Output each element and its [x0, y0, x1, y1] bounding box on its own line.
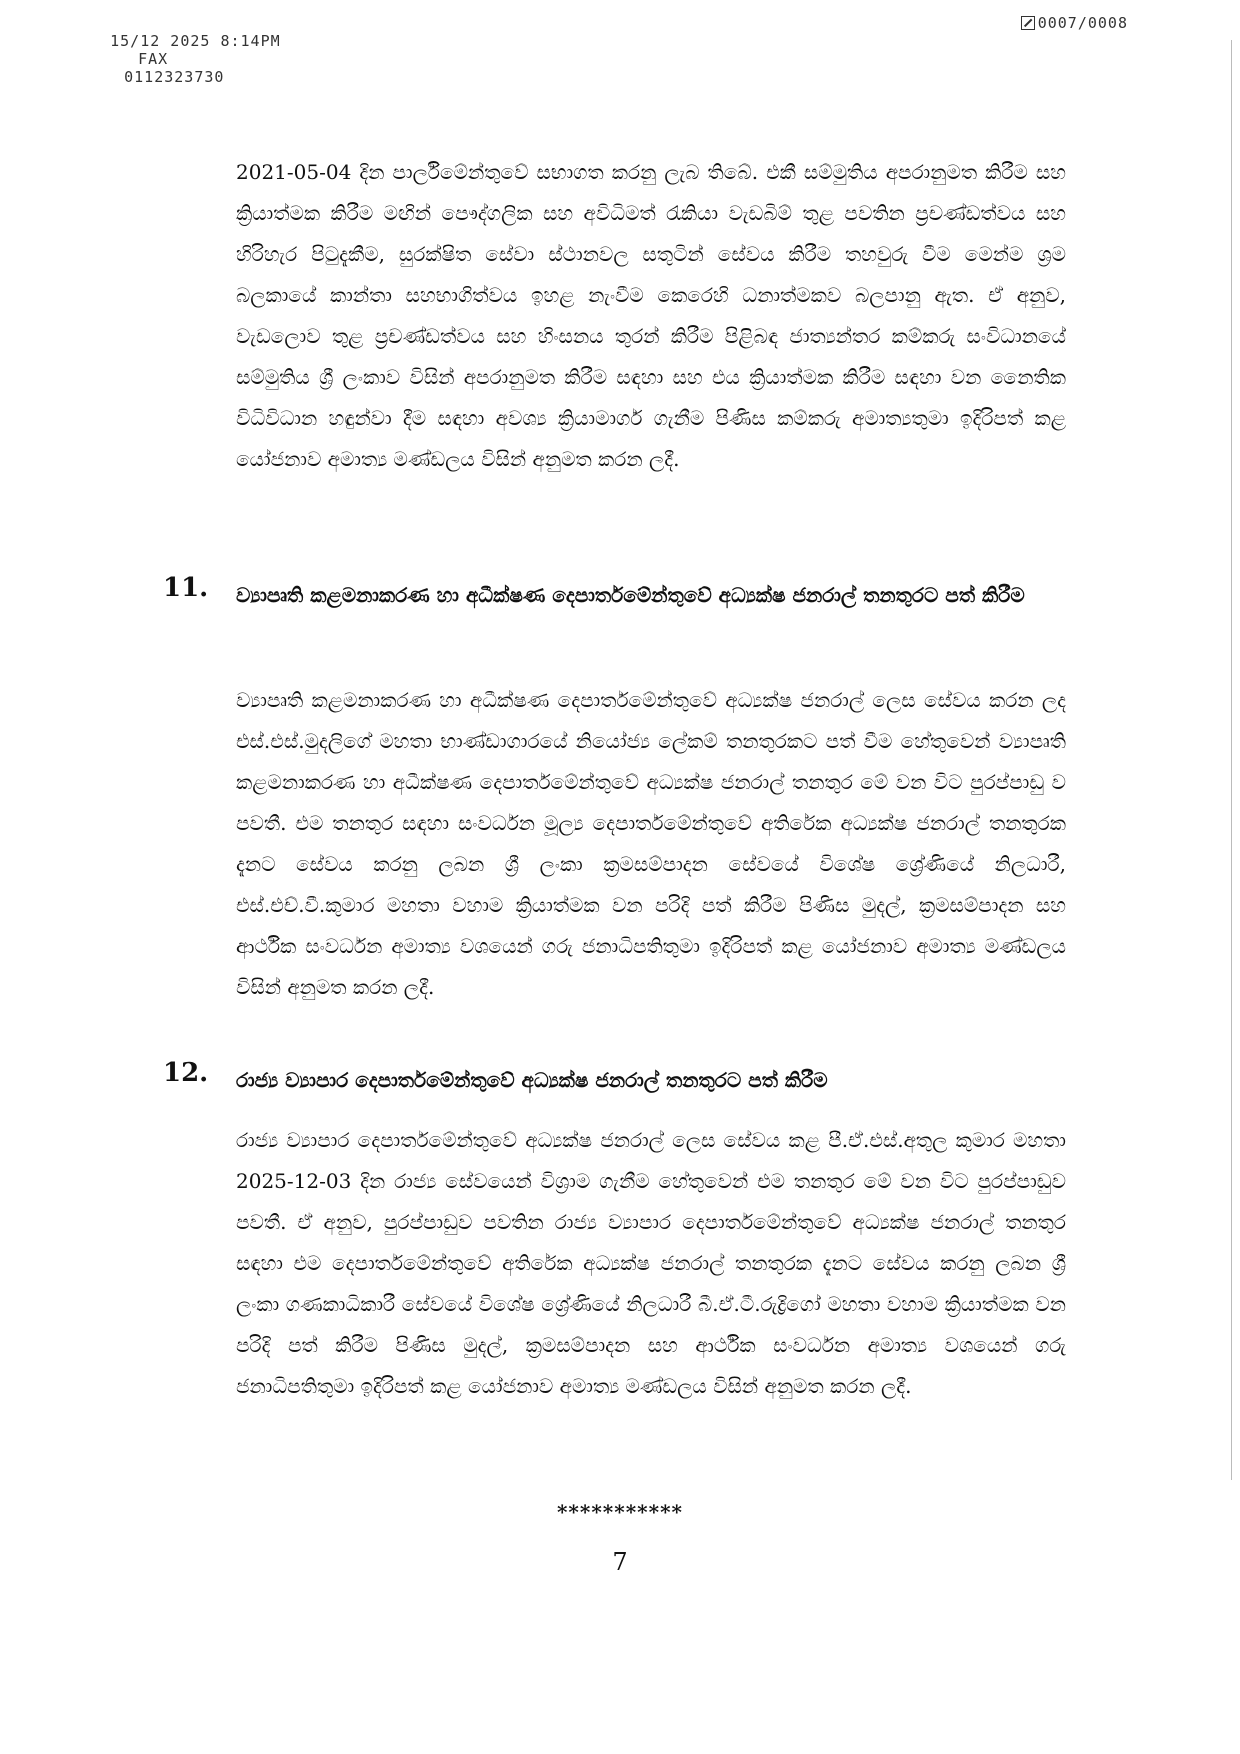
fax-timestamp: 15/12 2025 8:14PM	[110, 32, 281, 50]
item-11-body: ව්‍යාපෘති කළමනාකරණ හා අධීක්ෂණ දෙපාර්තමේන්තුවේ අධ්‍යක්ෂ ජනරාල් ලෙස සේවය කරන ලද එස්.එස්.මුදලිගේ මහතා භාණ්ඩාගාරයේ නියෝජ්‍ය ලේකම් තනතුරකට පත් වීම හේතුවෙන් ව්‍යාපෘති කළමනාකරණ හා අධීක්ෂණ දෙපාර්තමේන්තුවේ අධ්‍යක්ෂ ජනරාල් තනතුර මේ වන විට පුරප්පාඩු ව පවතී. එම තනතුර සඳහා සංවර්ධන මූල්‍ය දෙපාර්තමේන්තුවේ අතිරේක අධ්‍යක්ෂ ජනරාල් තනතුරක දැනට සේවය කරනු ලබන ශ්‍රී ලංකා ක්‍රමසම්පාදන සේවයේ විශේෂ ශ්‍රේණියේ නිලධාරී, එස්.එච්.වී.කුමාර මහතා වහාම ක්‍රියාත්මක වන පරිදි පත් කිරීම පිණිස මුදල්, ක්‍රමසම්පාදන සහ ආර්ථික සංවර්ධන අමාත්‍ය වශයෙන් ගරු ජනාධිපතිතුමා ඉදිරිපත් කළ යෝජනාව අමාත්‍ය මණ්ඩලය විසින් අනුමත කරන ලදී.	[236, 688, 1066, 999]
item-12-number: 12.	[163, 1058, 209, 1088]
page-number: 7	[612, 1548, 628, 1576]
fax-number: 0112323730	[124, 68, 225, 86]
item-12-body: රාජ්‍ය ව්‍යාපාර දෙපාර්තමේන්තුවේ අධ්‍යක්ෂ ජනරාල් ලෙස සේවය කළ පී.ඒ.එස්.අතුල කුමාර මහතා 2025-12-03 දින රාජ්‍ය සේවයෙන් විශ්‍රාම ගැනීම හේතුවෙන් එම තනතුර මේ වන විට පුරප්පාඩුව පවතී. ඒ අනුව, පුරප්පාඩුව පවතින රාජ්‍ය ව්‍යාපාර දෙපාර්තමේන්තුවේ අධ්‍යක්ෂ ජනරාල් තනතුර සඳහා එම දෙපාර්තමේන්තුවේ අතිරේක අධ්‍යක්ෂ ජනරාල් තනතුරක දැනට සේවය කරනු ලබන ශ්‍රී ලංකා ගණකාධිකාරී සේවයේ විශේෂ ශ්‍රේණියේ නිලධාරී බී.ඒ.ටී.රුද්‍රිගෝ මහතා වහාම ක්‍රියාත්මක වන පරිදි පත් කිරීම පිණිස මුදල්, ක්‍රමසම්පාදන සහ ආර්ථික සංවර්ධන අමාත්‍ය වශයෙන් ගරු ජනාධිපතිතුමා ඉදිරිපත් කළ යෝජනාව අමාත්‍ය මණ්ඩලය විසින් අනුමත කරන ලදී.	[236, 1128, 1066, 1398]
section-separator: ***********	[556, 1500, 684, 1524]
fax-header-left	[70, 14, 281, 104]
intro-paragraph: 2021-05-04 දින පාර්ලිමේන්තුවේ සභාගත කරනු ලැබ තිබේ. එකී සම්මුතිය අපරානුමත කිරීම සහ ක්‍රියාත්මක කිරීම මඟින් පෞද්ගලික සහ අවිධිමත් රැකියා වැඩබිම් තුළ පවතින ප්‍රචණ්ඩත්වය සහ හිරිහැර පිටුදැකීම, සුරක්ෂිත සේවා ස්ථානවල සතුටින් සේවය කිරීම තහවුරු වීම මෙන්ම ශ්‍රම බලකායේ කාන්තා සහභාගිත්වය ඉහළ නැංවීම කෙරෙහි ධනාත්මකව බලපානු ඇත. ඒ අනුව, වැඩලොව තුළ ප්‍රචණ්ඩත්වය සහ හිංසනය තුරන් කිරීම පිළිබඳ ජාත්‍යන්තර කම්කරු සංවිධානයේ සම්මුතිය ශ්‍රී ලංකාව විසින් අපරානුමත කිරීම සඳහා සහ එය ක්‍රියාත්මක කිරීම සඳහා වන නෛතික විධිවිධාන හඳුන්වා දීම සඳහා අවශ්‍ය ක්‍රියාමාර්ග ගැනීම පිණිස කම්කරු අමාත්‍යතුමා ඉදිරිපත් කළ යෝජනාව අමාත්‍ය මණ්ඩලය විසින් අනුමත කරන ලදී.	[236, 160, 1066, 471]
fax-label: FAX	[138, 50, 169, 68]
item-11-number: 11.	[163, 573, 209, 603]
fax-header-right	[1021, 14, 1128, 32]
item-12-heading: රාජ්‍ය ව්‍යාපාර දෙපාර්තමේන්තුවේ අධ්‍යක්ෂ ජනරාල් තනතුරට පත් කිරීම	[236, 1068, 828, 1092]
item-11-heading: ව්‍යාපෘති කළමනාකරණ හා අධීක්ෂණ දෙපාර්තමේන්තුවේ අධ්‍යක්ෂ ජනරාල් තනතුරට පත් කිරීම	[236, 583, 1025, 607]
fax-checkbox-icon	[1021, 16, 1035, 30]
fax-page-counter: 0007/0008	[1037, 14, 1128, 32]
fax-header	[70, 14, 1128, 86]
scan-edge-line	[1231, 40, 1232, 1480]
